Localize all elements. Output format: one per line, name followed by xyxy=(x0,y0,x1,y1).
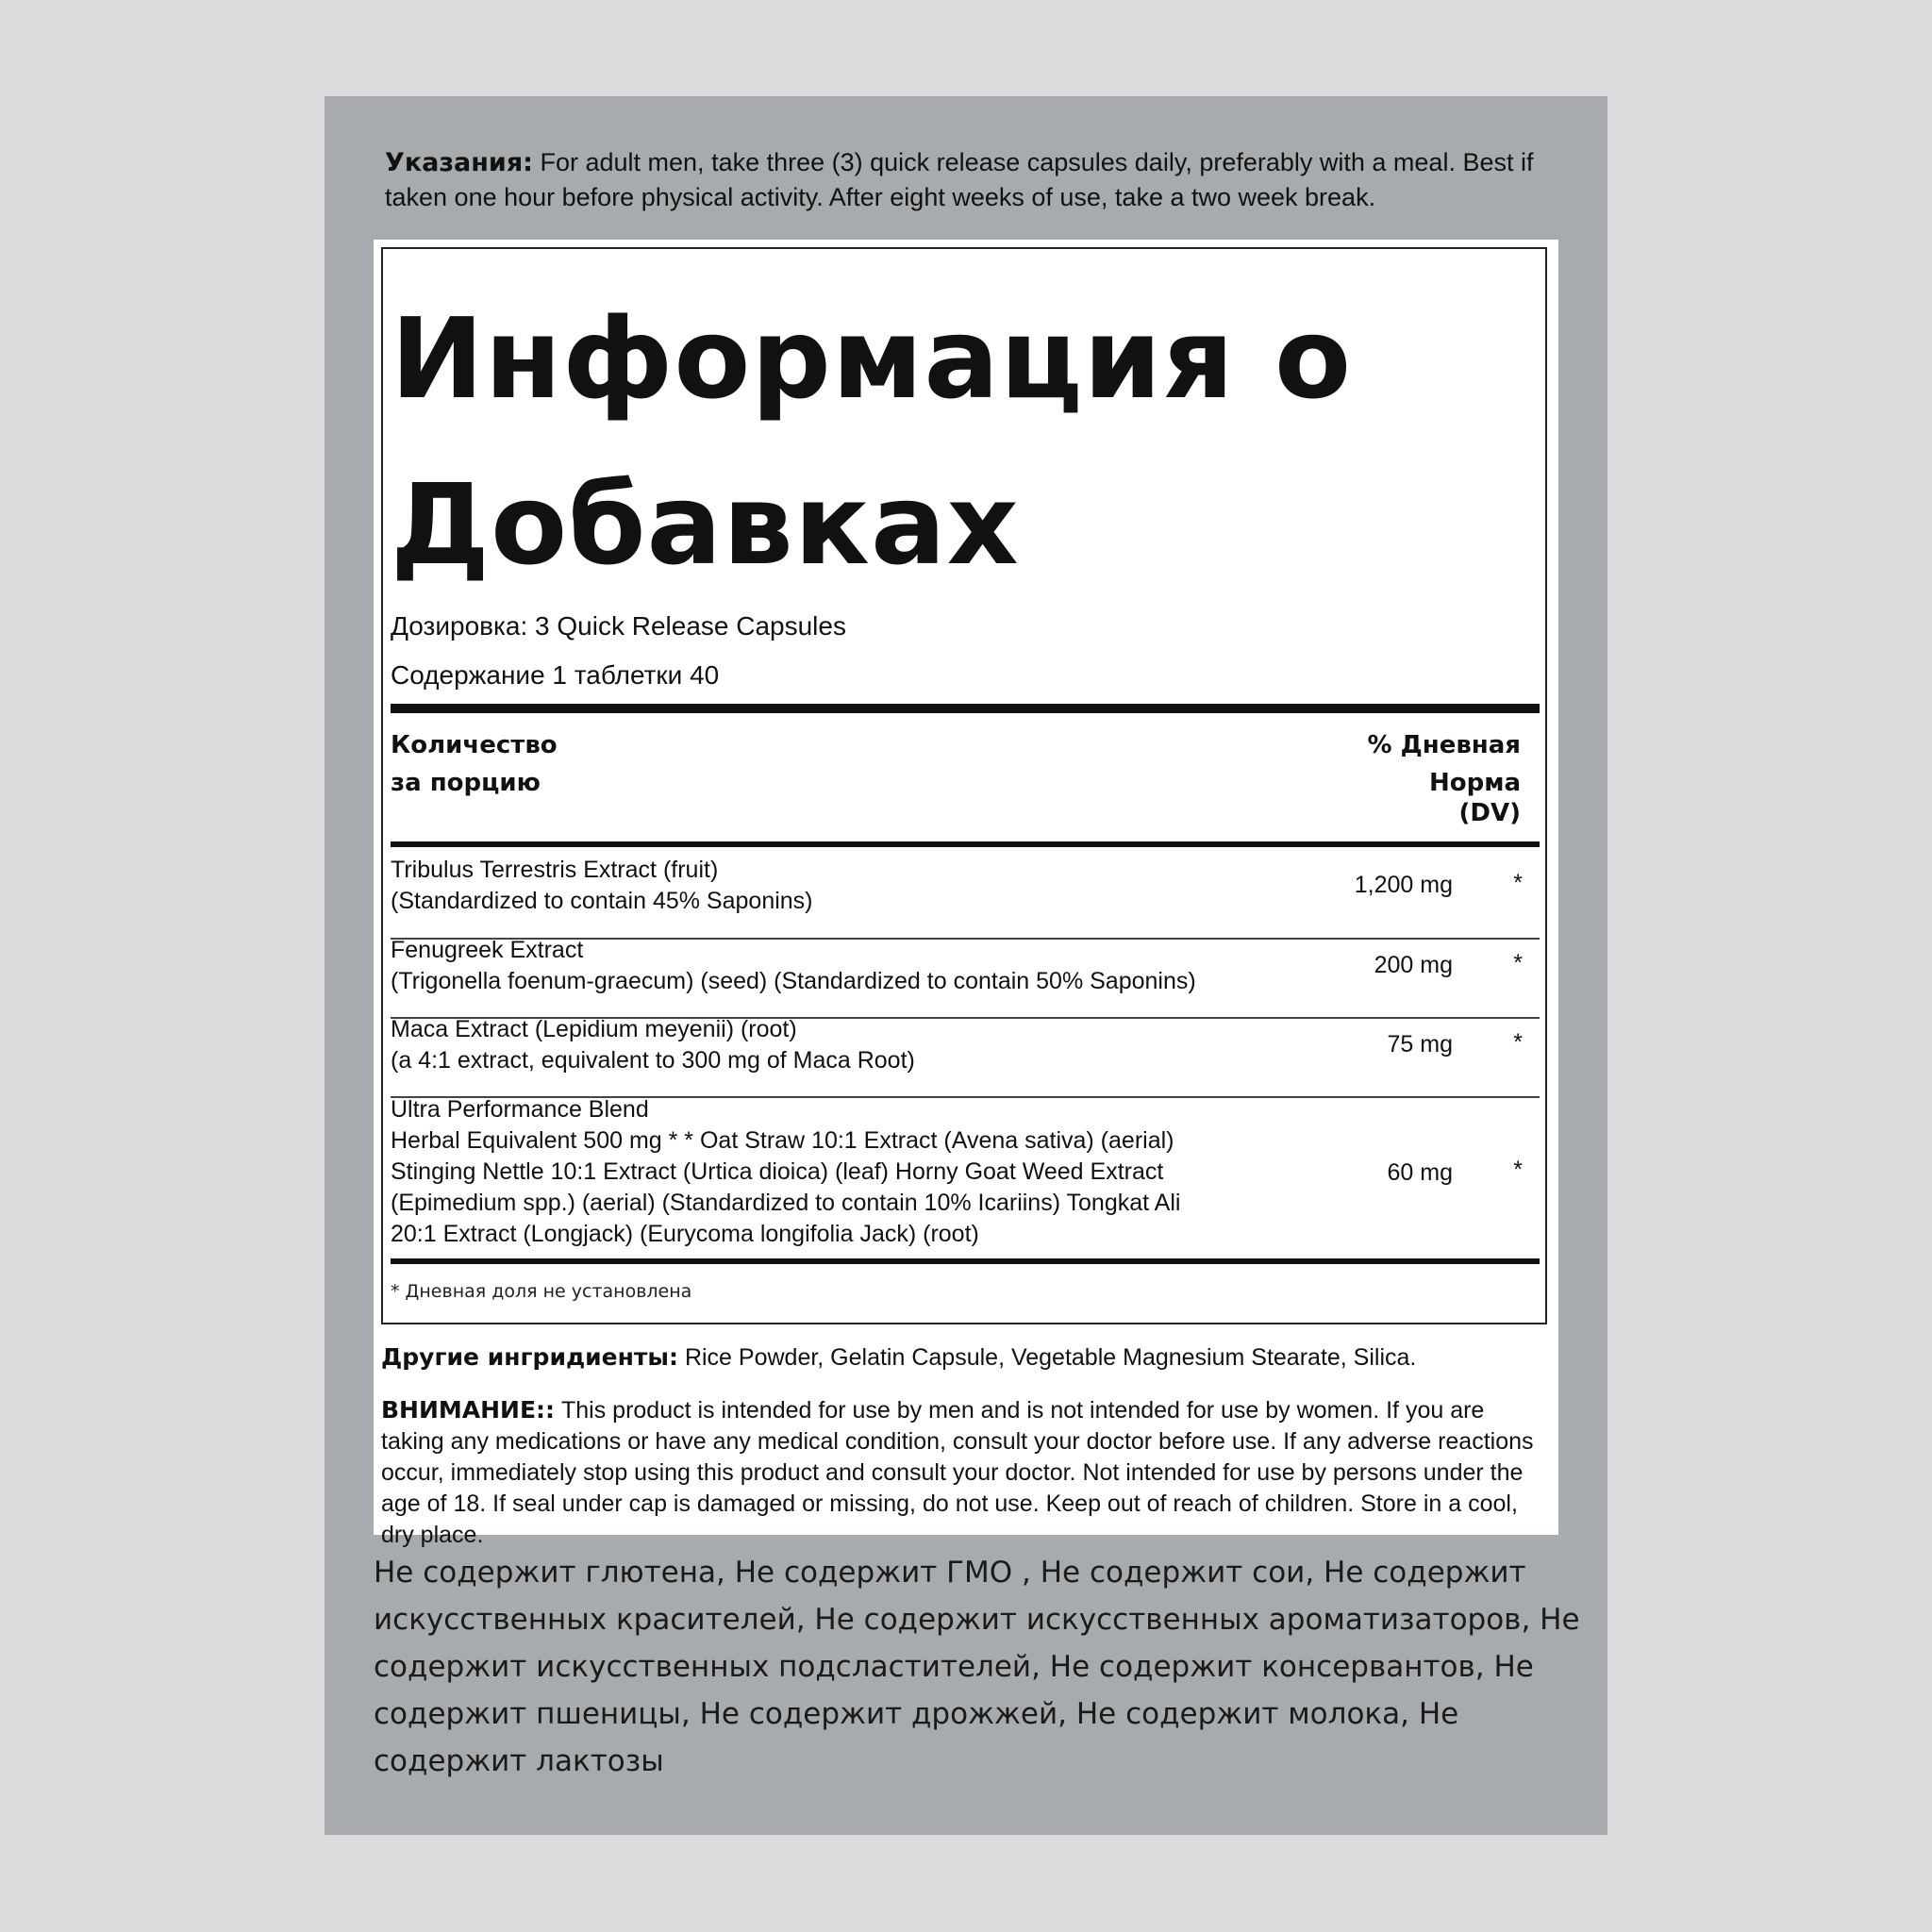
other-ingredients-label: Другие ингридиенты: xyxy=(381,1343,678,1371)
directions-body: For adult men, take three (3) quick release capsules daily, preferably with a meal. Best if taken one hour before physical activity. After eight weeks of use, take a two week break. xyxy=(385,148,1534,211)
ingredient-name-line: (Standardized to contain 45% Saponins) xyxy=(391,888,813,914)
ingredient-name-line: (a 4:1 extract, equivalent to 300 mg of Maca Root) xyxy=(391,1047,915,1074)
dv-header xyxy=(1367,726,1521,832)
ingredient-name-line: Tribulus Terrestris Extract (fruit) xyxy=(391,857,719,883)
serving-size: Дозировка: 3 Quick Release Capsules xyxy=(391,611,846,641)
ingredient-name-line: Maca Extract (Lepidium meyenii) (root) xyxy=(391,1016,797,1042)
thick-rule-top xyxy=(391,704,1540,713)
amount-header-line2: за порцию xyxy=(391,769,541,797)
free-from-claims: Не содержит глютена, Не содержит ГМО , Не содержит сои, Не содержит искусственных красителей, Не содержит искусственных ароматизаторов, Не содержит искусственных подсластителей, Не содержит консервантов, Не содержит пшеницы, Не содержит дрожжей, Не содержит молока, Не содержит лактозы xyxy=(374,1556,1580,1778)
ingredient-dv: * xyxy=(1513,1029,1523,1056)
table-row xyxy=(391,935,1540,1010)
dv-header-line2: Норма xyxy=(1428,769,1521,797)
warning-text: This product is intended for use by men and is not intended for use by women. If you are taking any medications or have any medical condition, consult your doctor before use. If any adverse reactions occur, immediately stop using this product and consult your doctor. Not intended for use by persons under the age of 18. If seal under cap is damaged or missing, do not use. Keep out of reach of children. Store in a cool, dry place. xyxy=(381,1397,1534,1548)
directions-text xyxy=(385,145,1545,215)
ingredient-dv: * xyxy=(1513,1157,1523,1183)
directions-label: Указания: xyxy=(385,148,533,177)
ingredient-name-line: Fenugreek Extract xyxy=(391,937,584,963)
ingredient-name-line: (Epimedium spp.) (aerial) (Standardized to contain 10% Icariins) Tongkat Ali xyxy=(391,1190,1181,1216)
supplement-card xyxy=(374,240,1558,1548)
ingredient-name-line: Stinging Nettle 10:1 Extract (Urtica dioica) (leaf) Horny Goat Weed Extract xyxy=(391,1158,1164,1185)
dv-header-line1: % Дневная xyxy=(1367,731,1521,759)
thick-rule-bottom xyxy=(391,1258,1540,1264)
other-ingredients-text: Rice Powder, Gelatin Capsule, Vegetable Magnesium Stearate, Silica. xyxy=(678,1344,1417,1371)
facts-title: Информация о Добавках xyxy=(391,293,1353,590)
ingredient-name-line: 20:1 Extract (Longjack) (Eurycoma longifolia Jack) (root) xyxy=(391,1221,979,1247)
servings-per-container: Содержание 1 таблетки 40 xyxy=(391,660,720,690)
label-panel xyxy=(325,96,1607,1835)
ingredient-amount: 200 mg xyxy=(1374,952,1453,978)
ingredient-name xyxy=(391,855,1240,917)
table-row xyxy=(391,855,1540,930)
ingredient-name-line: Herbal Equivalent 500 mg * * Oat Straw 10:1 Extract (Avena sativa) (aerial) xyxy=(391,1127,1174,1154)
ingredient-dv: * xyxy=(1513,950,1523,976)
ingredient-name xyxy=(391,1014,1240,1076)
ingredient-name-line: Ultra Performance Blend xyxy=(391,1096,649,1123)
footnote: * Дневная доля не установлена xyxy=(391,1281,692,1302)
table-row xyxy=(391,1014,1540,1090)
header-rule xyxy=(391,841,1540,847)
other-ingredients xyxy=(381,1341,1551,1374)
ingredient-name xyxy=(391,935,1334,997)
warning-label: ВНИМАНИЕ:: xyxy=(381,1396,556,1424)
amount-header xyxy=(391,726,558,802)
ingredient-amount: 75 mg xyxy=(1387,1031,1453,1058)
ingredient-amount: 1,200 mg xyxy=(1354,872,1453,898)
warning xyxy=(381,1394,1551,1551)
supplement-facts-box xyxy=(381,247,1547,1324)
ingredient-amount: 60 mg xyxy=(1387,1159,1453,1186)
ingredient-dv: * xyxy=(1513,870,1523,896)
table-row xyxy=(391,1094,1540,1255)
amount-header-line1: Количество xyxy=(391,731,558,759)
ingredient-name xyxy=(391,1094,1334,1250)
ingredient-name-line: (Trigonella foenum-graecum) (seed) (Standardized to contain 50% Saponins) xyxy=(391,968,1196,994)
dv-header-line3: (DV) xyxy=(1458,799,1521,827)
